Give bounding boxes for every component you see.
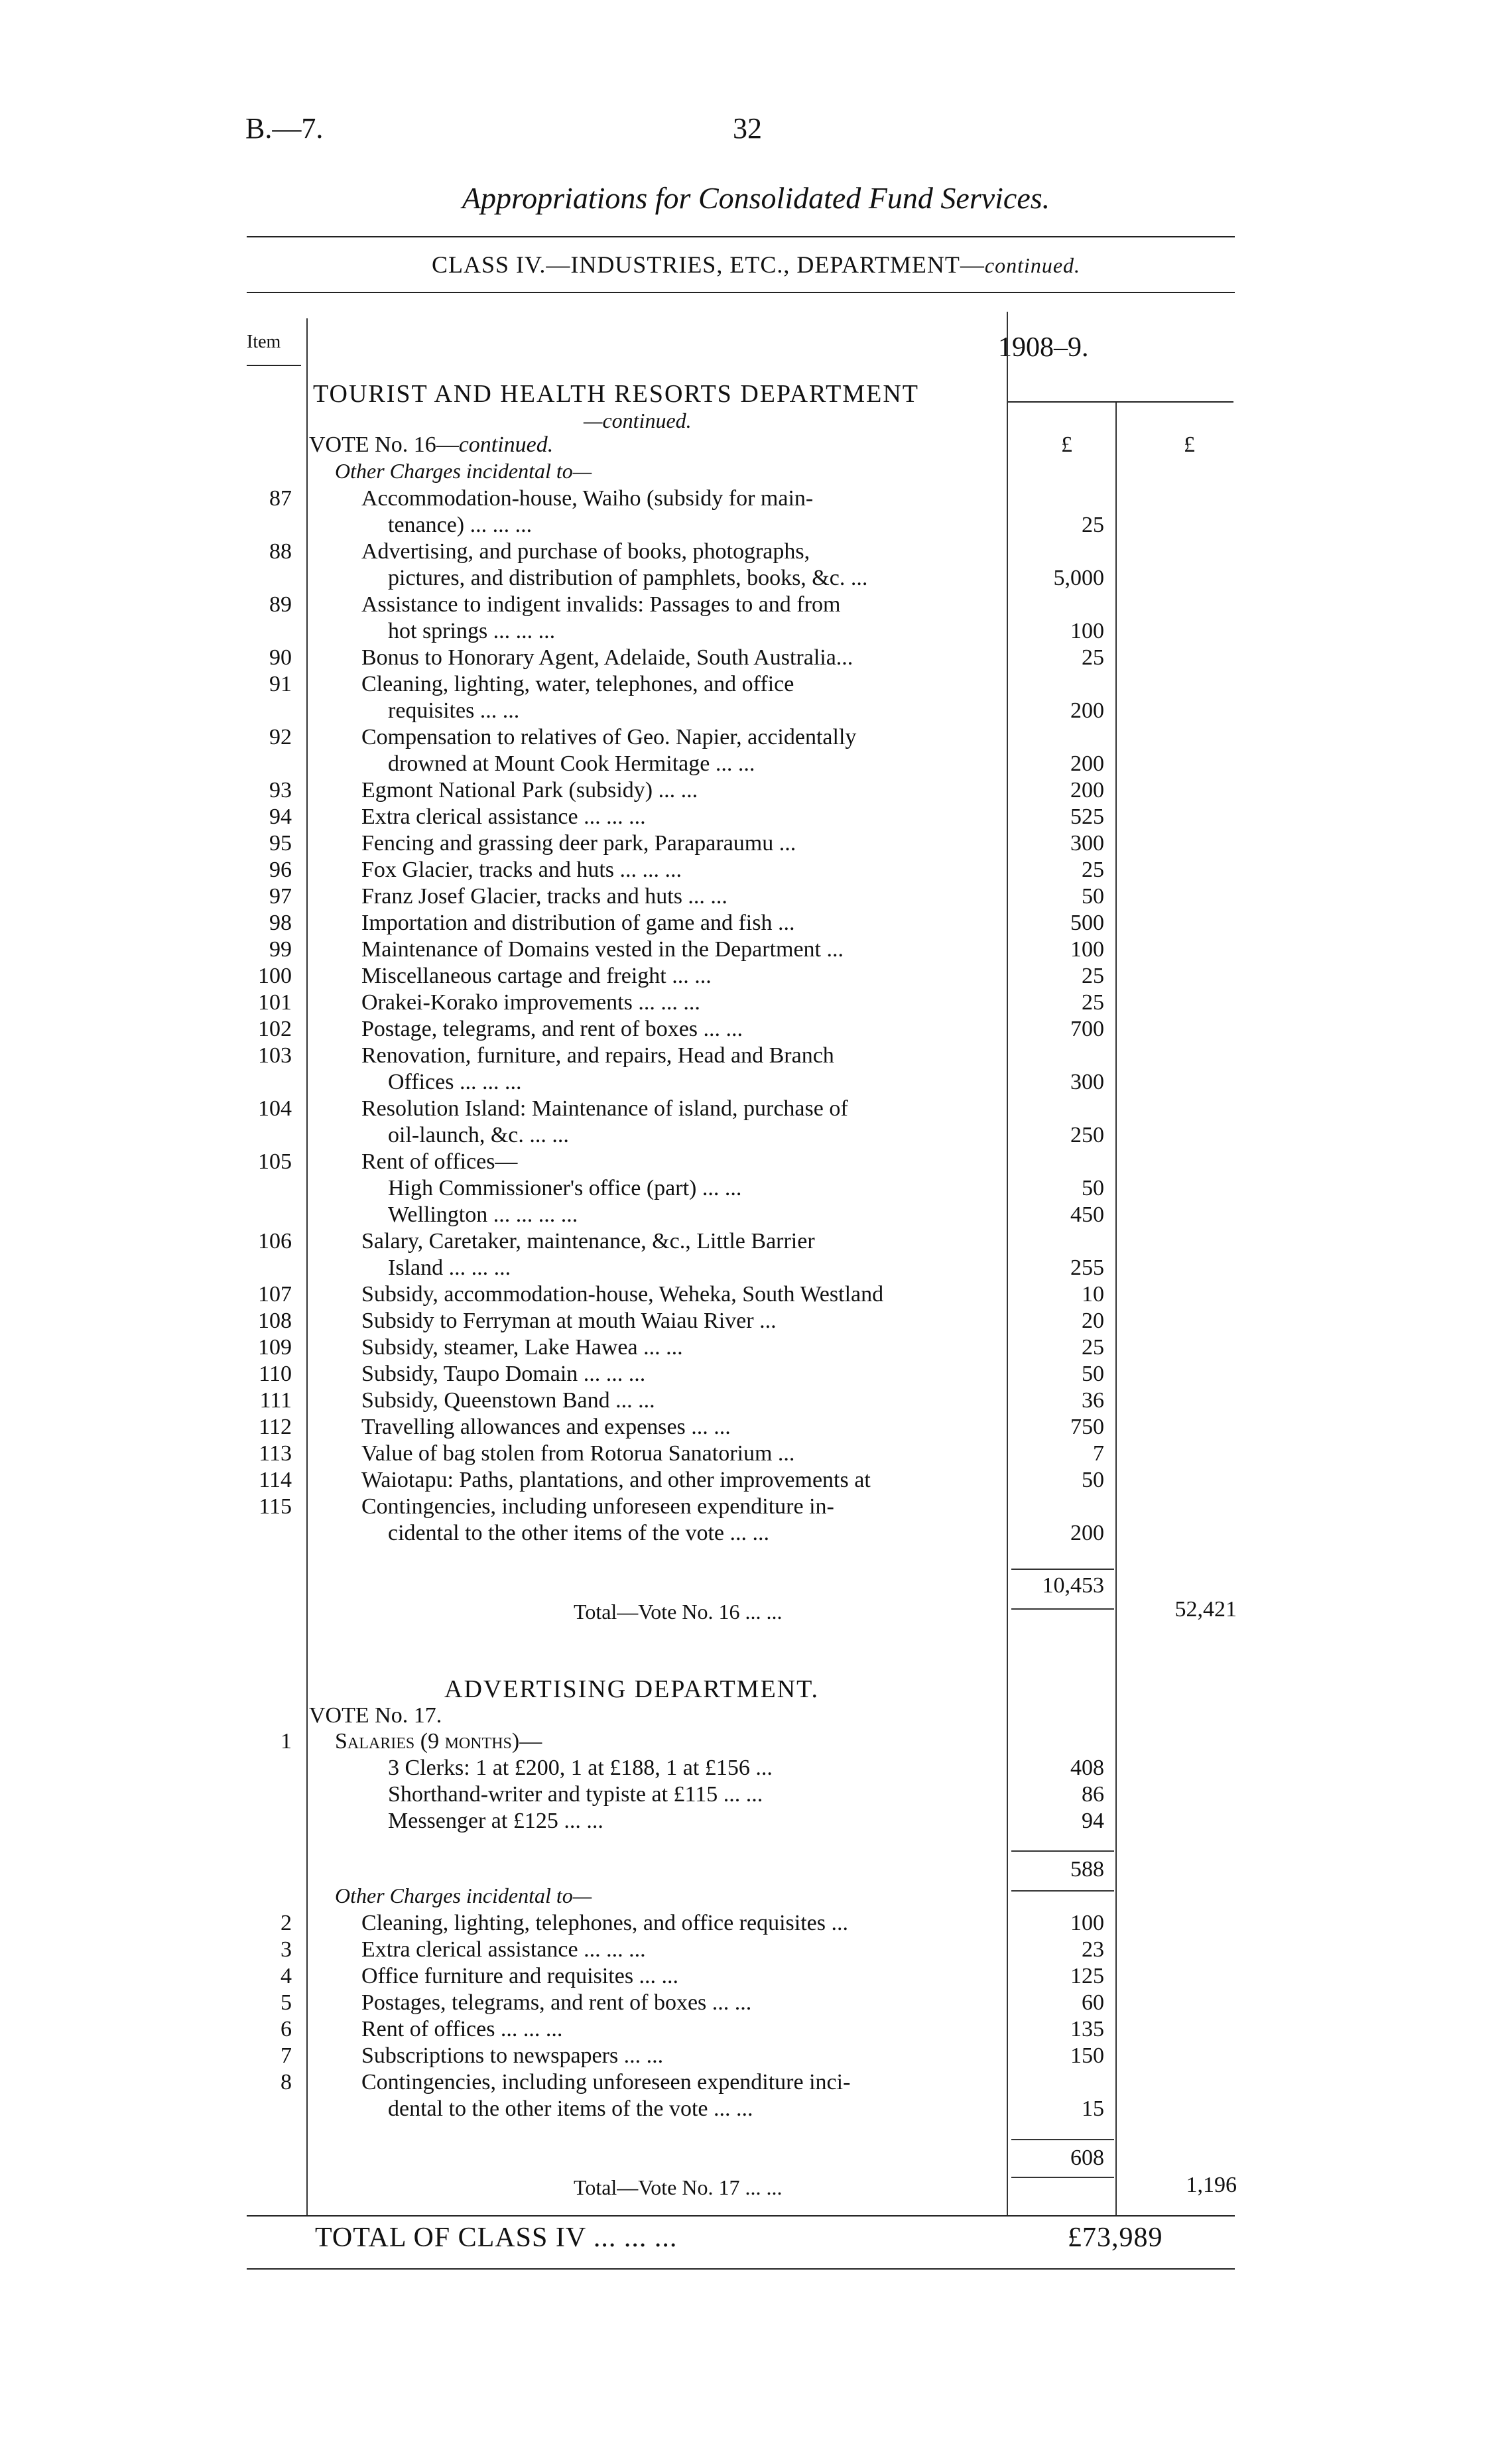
item-description: Fox Glacier, tracks and huts ... ... ... [361, 858, 682, 882]
item-number: 89 [269, 592, 292, 617]
class-total-rule-bottom [247, 2268, 1235, 2270]
item-amount: 23 [1082, 1937, 1104, 1962]
item-amount: 100 [1070, 937, 1104, 962]
item-number: 111 [259, 1388, 292, 1413]
class-total-amount: £73,989 [1068, 2222, 1163, 2253]
item-amount: 200 [1070, 778, 1104, 803]
item-amount: 60 [1082, 1990, 1104, 2015]
item-number: 8 [281, 2070, 292, 2094]
amount-divider-right [1115, 401, 1117, 2215]
item-description: Extra clerical assistance ... ... ... [361, 1937, 646, 1962]
vote-16-total: 52,421 [1174, 1597, 1237, 1622]
item-description: Travelling allowances and expenses ... ... [361, 1415, 731, 1439]
item-description: cidental to the other items of the vote ... ... [388, 1521, 770, 1545]
vote-16-total-label: Total—Vote No. 16 ... ... [574, 1600, 783, 1624]
tourist-section-title: TOURIST AND HEALTH RESORTS DEPARTMENT [313, 380, 919, 408]
year-header-rule [1008, 401, 1233, 403]
item-description: Office furniture and requisites ... ... [361, 1964, 679, 1988]
item-amount: 7 [1093, 1441, 1104, 1466]
item-number: 96 [269, 858, 292, 882]
item-description: Cleaning, lighting, water, telephones, and office [361, 672, 794, 696]
item-amount: 50 [1082, 1468, 1104, 1492]
item-number: 112 [259, 1415, 292, 1439]
item-number: 107 [258, 1282, 292, 1307]
advertising-section-title: ADVERTISING DEPARTMENT. [444, 1675, 819, 1703]
tourist-subtotal-rule [1011, 1569, 1114, 1570]
item-description: Rent of offices ... ... ... [361, 2017, 563, 2041]
item-description: Compensation to relatives of Geo. Napier, accidentally [361, 725, 857, 749]
item-number: 1 [281, 1729, 292, 1754]
item-description: Postages, telegrams, and rent of boxes ... ... [361, 1990, 752, 2015]
item-amount: 100 [1070, 619, 1104, 643]
item-amount: 10 [1082, 1282, 1104, 1307]
document-reference: B.—7. [245, 112, 324, 145]
item-number: 114 [259, 1468, 292, 1492]
salaries-subtotal-rule-lower [1011, 1890, 1114, 1892]
item-number: 104 [258, 1096, 292, 1121]
class-rule [247, 292, 1235, 293]
item-amount: 86 [1082, 1782, 1104, 1807]
item-number: 5 [281, 1990, 292, 2015]
item-description: Waiotapu: Paths, plantations, and other improvements at [361, 1468, 871, 1492]
item-number: 4 [281, 1964, 292, 1988]
item-description: Subsidy, Taupo Domain ... ... ... [361, 1362, 646, 1386]
item-description: Postage, telegrams, and rent of boxes ... ... [361, 1017, 743, 1041]
item-description: Subscriptions to newspapers ... ... [361, 2043, 664, 2068]
item-number: 6 [281, 2017, 292, 2041]
item-description: Contingencies, including unforeseen expenditure inci- [361, 2070, 851, 2094]
item-header-rule [247, 365, 301, 366]
item-description: Assistance to indigent invalids: Passages to and from [361, 592, 841, 617]
item-amount: 50 [1082, 1362, 1104, 1386]
item-amount: 450 [1070, 1202, 1104, 1227]
item-number: 102 [258, 1017, 292, 1041]
item-description: tenance) ... ... ... [388, 513, 533, 537]
item-description: hot springs ... ... ... [388, 619, 556, 643]
item-amount: 250 [1070, 1123, 1104, 1147]
item-number: 97 [269, 884, 292, 909]
item-description: Subsidy to Ferryman at mouth Waiau River ... [361, 1309, 777, 1333]
item-column-header: Item [247, 332, 281, 352]
class-total-rule-top [247, 2215, 1235, 2217]
item-amount: 25 [1082, 1335, 1104, 1360]
item-amount: 50 [1082, 1176, 1104, 1200]
item-description: Cleaning, lighting, telephones, and office requisites ... [361, 1911, 848, 1935]
item-description: oil-launch, &c. ... ... [388, 1123, 569, 1147]
item-description: Accommodation-house, Waiho (subsidy for main- [361, 486, 814, 511]
item-amount: 700 [1070, 1017, 1104, 1041]
item-amount: 25 [1082, 964, 1104, 988]
item-description: Contingencies, including unforeseen expenditure in- [361, 1494, 834, 1519]
item-amount: 36 [1082, 1388, 1104, 1413]
item-number: 94 [269, 804, 292, 829]
salaries-subtotal: 588 [1070, 1857, 1104, 1882]
item-amount: 50 [1082, 884, 1104, 909]
year-column-header: 1908–9. [998, 332, 1089, 363]
item-number: 115 [259, 1494, 292, 1519]
item-description: High Commissioner's office (part) ... ... [388, 1176, 742, 1200]
item-number: 110 [259, 1362, 292, 1386]
item-number: 101 [258, 990, 292, 1015]
item-amount: 25 [1082, 645, 1104, 670]
currency-symbol-b: £ [1184, 432, 1195, 457]
item-number: 99 [269, 937, 292, 962]
item-description: Wellington ... ... ... ... [388, 1202, 578, 1227]
item-description: Rent of offices— [361, 1149, 518, 1174]
item-description: dental to the other items of the vote ... ... [388, 2096, 753, 2121]
item-description: requisites ... ... [388, 698, 520, 723]
item-number: 103 [258, 1043, 292, 1068]
item-amount: 408 [1070, 1756, 1104, 1780]
item-amount: 20 [1082, 1309, 1104, 1333]
item-amount: 15 [1082, 2096, 1104, 2121]
item-divider [306, 318, 308, 2215]
currency-symbol-a: £ [1061, 432, 1072, 457]
tourist-section-continued: —continued. [584, 409, 692, 432]
item-description: Subsidy, accommodation-house, Weheka, South Westland [361, 1282, 884, 1307]
item-description: Extra clerical assistance ... ... ... [361, 804, 646, 829]
advertising-subhead: Other Charges incidental to— [335, 1884, 592, 1907]
item-amount: 150 [1070, 2043, 1104, 2068]
item-amount: 25 [1082, 858, 1104, 882]
item-description: Miscellaneous cartage and freight ... ... [361, 964, 712, 988]
item-description: Subsidy, steamer, Lake Hawea ... ... [361, 1335, 683, 1360]
advertising-subtotal-rule [1011, 2139, 1114, 2140]
item-description: Island ... ... ... [388, 1255, 511, 1280]
item-description: Franz Josef Glacier, tracks and huts ... ... [361, 884, 727, 909]
class-total-label: TOTAL OF CLASS IV ... ... ... [315, 2222, 678, 2253]
item-description: pictures, and distribution of pamphlets, books, &c. ... [388, 566, 868, 590]
item-number: 3 [281, 1937, 292, 1962]
item-number: 109 [258, 1335, 292, 1360]
salaries-label: Salaries (9 months)— [335, 1729, 542, 1754]
item-amount: 255 [1070, 1255, 1104, 1280]
item-description: Resolution Island: Maintenance of island, purchase of [361, 1096, 848, 1121]
item-description: Value of bag stolen from Rotorua Sanatorium ... [361, 1441, 795, 1466]
tourist-subhead: Other Charges incidental to— [335, 459, 592, 483]
item-number: 7 [281, 2043, 292, 2068]
item-number: 92 [269, 725, 292, 749]
item-amount: 525 [1070, 804, 1104, 829]
item-amount: 25 [1082, 990, 1104, 1015]
vote-17-total-label: Total—Vote No. 17 ... ... [574, 2175, 783, 2199]
item-amount: 200 [1070, 698, 1104, 723]
vote-17-heading: VOTE No. 17. [309, 1703, 442, 1728]
item-amount: 500 [1070, 911, 1104, 935]
tourist-subtotal: 10,453 [1042, 1573, 1104, 1598]
item-number: 105 [258, 1149, 292, 1174]
item-amount: 125 [1070, 1964, 1104, 1988]
item-amount: 100 [1070, 1911, 1104, 1935]
item-number: 93 [269, 778, 292, 803]
item-description: Orakei-Korako improvements ... ... ... [361, 990, 700, 1015]
item-number: 113 [259, 1441, 292, 1466]
item-amount: 200 [1070, 1521, 1104, 1545]
vote-17-total-rule [1011, 2177, 1114, 2178]
item-amount: 200 [1070, 751, 1104, 776]
item-description: Fencing and grassing deer park, Paraparaumu ... [361, 831, 796, 856]
title-rule [247, 236, 1235, 237]
item-number: 90 [269, 645, 292, 670]
item-amount: 94 [1082, 1809, 1104, 1833]
item-number: 100 [258, 964, 292, 988]
tourist-total-rule [1011, 1608, 1114, 1610]
item-description: Egmont National Park (subsidy) ... ... [361, 778, 698, 803]
item-description: Renovation, furniture, and repairs, Head and Branch [361, 1043, 834, 1068]
item-description: Offices ... ... ... [388, 1070, 522, 1094]
item-number: 88 [269, 539, 292, 564]
item-amount: 5,000 [1053, 566, 1104, 590]
item-number: 106 [258, 1229, 292, 1254]
item-amount: 25 [1082, 513, 1104, 537]
page-title: Appropriations for Consolidated Fund Services. [462, 181, 1050, 215]
item-number: 98 [269, 911, 292, 935]
vote-17-total: 1,196 [1186, 2173, 1237, 2197]
item-amount: 135 [1070, 2017, 1104, 2041]
item-description: 3 Clerks: 1 at £200, 1 at £188, 1 at £156 ... [388, 1756, 773, 1780]
vote-16-heading: VOTE No. 16—continued. [309, 432, 554, 457]
salaries-subtotal-rule [1011, 1850, 1114, 1852]
item-description: Bonus to Honorary Agent, Adelaide, South Australia... [361, 645, 853, 670]
item-description: Shorthand-writer and typiste at £115 ... ... [388, 1782, 763, 1807]
class-title: CLASS IV.—INDUSTRIES, ETC., DEPARTMENT—continued. [431, 251, 1081, 278]
item-amount: 300 [1070, 831, 1104, 856]
item-number: 91 [269, 672, 292, 696]
item-description: Salary, Caretaker, maintenance, &c., Little Barrier [361, 1229, 815, 1254]
item-number: 108 [258, 1309, 292, 1333]
item-number: 87 [269, 486, 292, 511]
item-description: Subsidy, Queenstown Band ... ... [361, 1388, 655, 1413]
item-description: Importation and distribution of game and fish ... [361, 911, 795, 935]
item-amount: 300 [1070, 1070, 1104, 1094]
advertising-subtotal: 608 [1070, 2146, 1104, 2170]
item-description: drowned at Mount Cook Hermitage ... ... [388, 751, 755, 776]
item-description: Messenger at £125 ... ... [388, 1809, 603, 1833]
item-description: Advertising, and purchase of books, photographs, [361, 539, 810, 564]
item-description: Maintenance of Domains vested in the Department ... [361, 937, 844, 962]
item-number: 2 [281, 1911, 292, 1935]
item-amount: 750 [1070, 1415, 1104, 1439]
item-number: 95 [269, 831, 292, 856]
page-number: 32 [733, 112, 762, 145]
